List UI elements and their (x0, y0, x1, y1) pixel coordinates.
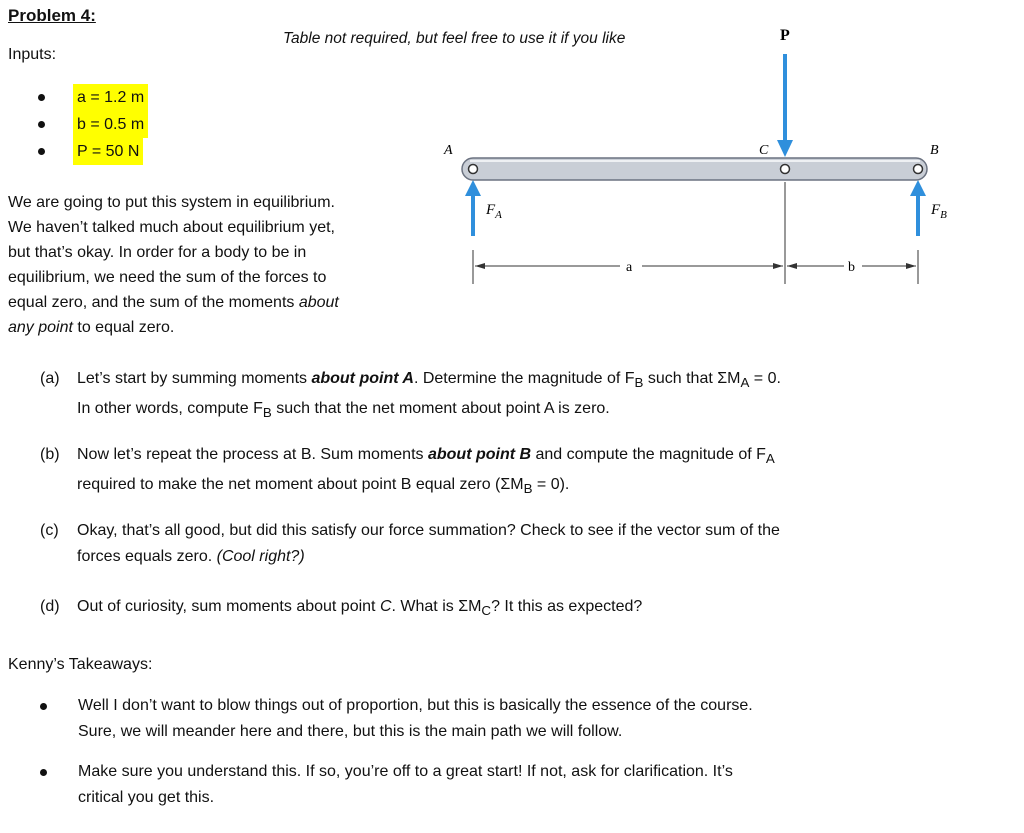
intro-line: equal zero, and the sum of the moments about (8, 294, 339, 311)
p-label: P (780, 27, 790, 44)
fa-arrow-icon (465, 180, 481, 196)
dim-arrowhead-icon (475, 263, 485, 269)
bullet-icon (38, 148, 45, 155)
part-label: (d) (40, 598, 60, 615)
dim-arrowhead-icon (906, 263, 916, 269)
part-label: (c) (40, 522, 59, 539)
bullet-icon (38, 121, 45, 128)
part-body: Now let’s repeat the process at B. Sum moments about point B and compute the magnitude of $F_A$ required to make the net moment about point B equal zero $(\Sigma M_B = 0)$. (77, 446, 775, 497)
pin-c (781, 165, 790, 174)
intro-line: We haven’t talked much about equilibrium yet, (8, 219, 335, 236)
intro-line: equilibrium, we need the sum of the forces to (8, 269, 327, 286)
point-c-label: C (759, 143, 769, 158)
input-value: a = 1.2 m (73, 84, 148, 111)
fb-label: $F_B$ (931, 202, 947, 221)
inputs-label: Inputs: (8, 46, 57, 63)
pin-a (469, 165, 478, 174)
part-label: (a) (40, 370, 60, 387)
fa-label: $F_A$ (486, 202, 502, 221)
part-body: Out of curiosity, sum moments about point C. What is $\Sigma M_C$? It this as expected? (77, 598, 643, 619)
table-note: Table not required, but feel free to use it if you like (283, 30, 626, 47)
intro-paragraph (8, 190, 339, 340)
part-body: Let’s start by summing moments about point A. Determine the magnitude of $F_B$ such that $\Sigma M_A = 0$. In other words, compute $F_B$ such that the net moment about point A is zero. (77, 370, 781, 421)
bullet-icon (38, 94, 45, 101)
takeaways-title: Kenny’s Takeaways: (8, 656, 153, 673)
dim-b-label: b (848, 260, 855, 275)
dim-arrowhead-icon (773, 263, 783, 269)
intro-line: any point to equal zero. (8, 319, 175, 336)
intro-line: We are going to put this system in equilibrium. (8, 194, 335, 211)
dim-a-label: a (626, 260, 633, 275)
bullet-icon (40, 769, 47, 776)
point-b-label: B (930, 143, 939, 158)
problem-title: Problem 4: (8, 6, 96, 25)
pin-b (914, 165, 923, 174)
dim-arrowhead-icon (787, 263, 797, 269)
input-value: b = 0.5 m (73, 111, 148, 138)
takeaway-text: Make sure you understand this. If so, you’re off to a great start! If not, ask for clarification. It’s critical you get this. (78, 763, 733, 806)
part-body: Okay, that’s all good, but did this satisfy our force summation? Check to see if the vector sum of the forces equals zero. (Cool right?) (77, 522, 780, 565)
part-label: (b) (40, 446, 60, 463)
beam-diagram (430, 10, 970, 300)
intro-line: but that’s okay. In order for a body to be in (8, 244, 307, 261)
point-a-label: A (444, 143, 453, 158)
bullet-icon (40, 703, 47, 710)
fb-arrow-icon (910, 180, 926, 196)
p-arrow-icon (777, 140, 793, 157)
takeaway-text: Well I don’t want to blow things out of proportion, but this is basically the essence of the course. Sure, we will meander here and there, but this is the main path we will follow. (78, 697, 753, 740)
input-value: P = 50 N (73, 138, 143, 165)
